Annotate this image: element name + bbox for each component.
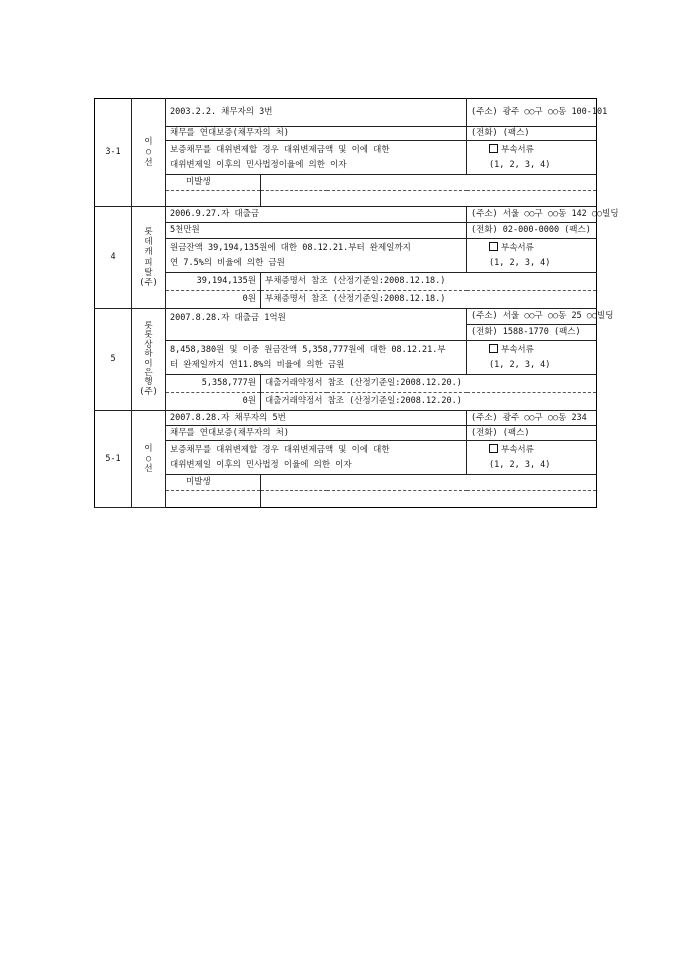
claim-content: 원금잔액 39,194,135원에 대한 08.12.21.부터 완제일까지 연 7.5%의 비율에 의한 금원 bbox=[166, 239, 467, 273]
claim-content: 8,458,380원 및 이중 원금잔액 5,358,777원에 대한 08.12.21.부 터 완제일까지 연11.8%의 비율에 의한 금원 bbox=[166, 341, 467, 375]
creditor-contact: (전화) 1588-1770 (팩스) bbox=[467, 325, 597, 341]
claim-amount: 0원 bbox=[166, 291, 261, 309]
amount-note bbox=[261, 191, 597, 207]
attachments-checkbox[interactable] bbox=[489, 144, 498, 153]
creditor-number: 5 bbox=[95, 309, 132, 411]
claim-amount: 39,194,135원 bbox=[166, 273, 261, 291]
attachments-checkbox[interactable] bbox=[489, 242, 498, 251]
amount-note bbox=[261, 475, 597, 491]
attachments-checkbox[interactable] bbox=[489, 444, 498, 453]
creditor-number: 4 bbox=[95, 207, 132, 309]
claim-content: 보증채무를 대위변제할 경우 대위변제금액 및 이에 대한 대위변제일 이후의 민사법정 이율에 의한 이자 bbox=[166, 441, 467, 475]
attachments: 부속서류 (1, 2, 3, 4) bbox=[467, 341, 597, 375]
creditor-address: (주소) 광주 ○○구 ○○동 234 bbox=[467, 411, 597, 426]
claim-cause-line: 2006.9.27.자 대출금 bbox=[166, 207, 467, 223]
claim-cause-line: 5천만원 bbox=[166, 223, 467, 239]
claim-amount: 미발생 bbox=[166, 475, 261, 491]
claim-amount bbox=[166, 191, 261, 207]
creditor-table bbox=[94, 98, 619, 508]
amount-note: 부채증명서 참조 (산정기준일:2008.12.18.) bbox=[261, 273, 597, 291]
claim-cause-line: 2003.2.2. 채무자의 3번 bbox=[166, 99, 467, 127]
amount-note: 대출거래약정서 참조 (산정기준일:2008.12.20.) bbox=[261, 393, 597, 411]
creditor-contact: (전화) (팩스) bbox=[467, 127, 597, 141]
creditor-name: 이 ○ 선 bbox=[132, 411, 166, 508]
claim-cause-line: 2007.8.28.자 대출금 1억원 bbox=[166, 309, 467, 341]
creditor-contact: (전화) (팩스) bbox=[467, 426, 597, 441]
creditor-address: (주소) 서울 ○○구 ○○동 142 ○○빌딩 bbox=[467, 207, 597, 223]
creditor-contact: (전화) 02-000-0000 (팩스) bbox=[467, 223, 597, 239]
creditor-address: (주소) 광주 ○○구 ○○동 100-101 bbox=[467, 99, 597, 127]
attachments: 부속서류 (1, 2, 3, 4) bbox=[467, 239, 597, 273]
claim-cause-line: 2007.8.28.자 채무자의 5번 bbox=[166, 411, 467, 426]
claim-cause-line: 채무를 연대보증(채무자의 처) bbox=[166, 426, 467, 441]
attachments: 부속서류 (1, 2, 3, 4) bbox=[467, 441, 597, 475]
creditor-name: 롯 데 캐 피 탈 (주) bbox=[132, 207, 166, 309]
amount-note: 부채증명서 참조 (산정기준일:2008.12.18.) bbox=[261, 291, 597, 309]
creditor-name: 이 ○ 선 bbox=[132, 99, 166, 207]
claim-amount: 5,358,777원 bbox=[166, 375, 261, 393]
creditor-name: 롯 롯 상 하 이 은 행 (주) bbox=[132, 309, 166, 411]
attachments: 부속서류 (1, 2, 3, 4) bbox=[467, 141, 597, 175]
amount-note bbox=[261, 491, 597, 508]
amount-note: 대출거래약정서 참조 (산정기준일:2008.12.20.) bbox=[261, 375, 597, 393]
amount-note bbox=[261, 175, 597, 191]
creditor-number: 3-1 bbox=[95, 99, 132, 207]
claim-amount: 미발생 bbox=[166, 175, 261, 191]
creditor-address: (주소) 서울 ○○구 ○○동 25 ○○빌딩 bbox=[467, 309, 597, 325]
claim-amount: 0원 bbox=[166, 393, 261, 411]
claim-content: 보증채무를 대위변제할 경우 대위변제금액 및 이에 대한 대위변제일 이후의 민사법정이율에 의한 이자 bbox=[166, 141, 467, 175]
claim-amount bbox=[166, 491, 261, 508]
creditor-number: 5-1 bbox=[95, 411, 132, 508]
attachments-checkbox[interactable] bbox=[489, 344, 498, 353]
claim-cause-line: 채무를 연대보증(채무자의 처) bbox=[166, 127, 467, 141]
